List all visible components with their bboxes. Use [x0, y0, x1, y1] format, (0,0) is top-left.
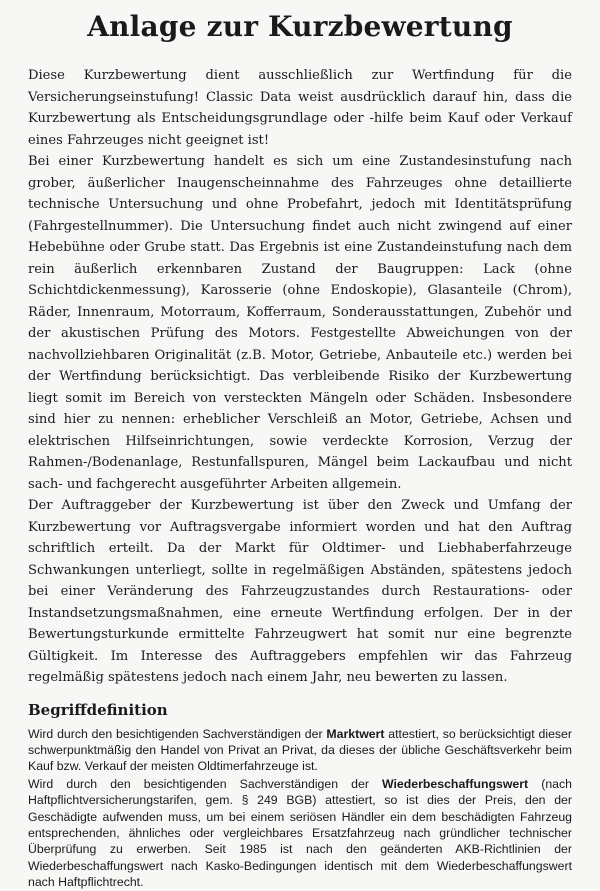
- definition-paragraph-marktwert: [28, 726, 572, 775]
- definition-text: Wird durch den besichtigenden Sachverständigen der: [28, 776, 383, 791]
- paragraph-scope: Bei einer Kurzbewertung handelt es sich um eine Zustandesinstufung nach grober, äußerlicher Inaugenscheinnahme des Fahrzeuges ohne detaillierte technische Untersuchung und ohne Probefahrt, jedoch mit Identitätsprüfung (Fahrgestellnummer). Die Untersuchung findet auch nicht zwingend auf einer Hebebühne oder Grube statt. Das Ergebnis ist eine Zustandeinstufung nach dem rein äußerlich erkennbaren Zustand der Baugruppen: Lack (ohne Schichtdickenmessung), Karosserie (ohne Endoskopie), Glasanteile (Chrom), Räder, Innenraum, Motorraum, Kofferraum, Sonderausstattungen, Zubehör und der akustischen Prüfung des Motors. Festgestellte Abweichungen von der nachvollziehbaren Originalität (z.B. Motor, Getriebe, Anbauteile etc.) werden bei der Wertfindung berücksichtigt. Das verbleibende Risiko der Kurzbewertung liegt somit im Bereich von versteckten Mängeln oder Schäden. Insbesondere sind hier zu nennen: erheblicher Verschleiß an Motor, Getriebe, Achsen und elektrischen Hilfseinrichtungen, sowie verdeckte Korrosion, Verzug der Rahmen-/Bodenanlage, Restunfallspuren, Mängel beim Lackaufbau und nicht sach- und fachgerecht ausgeführter Arbeiten allgemein.: [28, 154, 572, 492]
- definition-text: attestiert, so berücksichtigt dieser schwerpunktmäßig den Handel von Privat an Privat, da dieses der übliche Geschäftsverkehr beim Kauf bzw. Verkauf der meisten Oldtimerfahrzeuge ist.: [28, 726, 572, 774]
- section-heading-definition: Begriffdefinition: [28, 700, 168, 719]
- paragraph-disclaimer: Diese Kurzbewertung dient ausschließlich zur Wertfindung für die Versicherungseinstufung! Classic Data weist ausdrücklich darauf hin, dass die Kurzbewertung als Entscheidungsgrundlage oder -hilfe beim Kauf oder Verkauf eines Fahrzeuges nicht geeignet ist!: [28, 68, 572, 148]
- term-wiederbeschaffungswert: Wiederbeschaffungswert: [382, 776, 529, 791]
- term-marktwert: Marktwert: [326, 726, 385, 741]
- definition-text: (nach Haftpflichtversicherungstarifen, gem. § 249 BGB) attestiert, so ist dies der Preis, den der Geschädigte aufwenden muss, um bei einem seriösen Händler ein dem beschädigten Fahrzeug entsprechenden, ähnliches oder vergleichbares Ersatzfahrzeug nach gründlicher technischer Überprüfung zu erwerben. Seit 1985 ist nach den geänderten AKB-Richtlinien der Wiederbeschaffungswert nach Kasko-Bedingungen identisch mit dem Wiederbeschaffungswert nach Haftpflichtrecht.: [28, 776, 572, 890]
- definition-text: Wird durch den besichtigenden Sachverständigen der: [28, 726, 327, 741]
- page-title: Anlage zur Kurzbewertung: [87, 10, 513, 43]
- paragraph-validity: Der Auftraggeber der Kurzbewertung ist über den Zweck und Umfang der Kurzbewertung vor Auftragsvergabe informiert worden und hat den Auftrag schriftlich erteilt. Da der Markt für Oldtimer- und Liebhaberfahrzeuge Schwankungen unterliegt, sollte in regelmäßigen Abständen, spätestens jedoch bei einer Veränderung des Fahrzeugzustandes durch Restaurations- oder Instandsetzungsmaßnahmen, eine erneute Wertfindung erfolgen. Der in der Bewertungsturkunde ermittelte Fahrzeugwert hat somit nur eine begrenzte Gültigkeit. Im Interesse des Auftraggebers empfehlen wir das Fahrzeug regelmäßig spätestens jedoch nach einem Jahr, neu bewerten zu lassen.: [28, 498, 572, 685]
- definition-paragraph-wiederbeschaffungswert: [28, 776, 572, 891]
